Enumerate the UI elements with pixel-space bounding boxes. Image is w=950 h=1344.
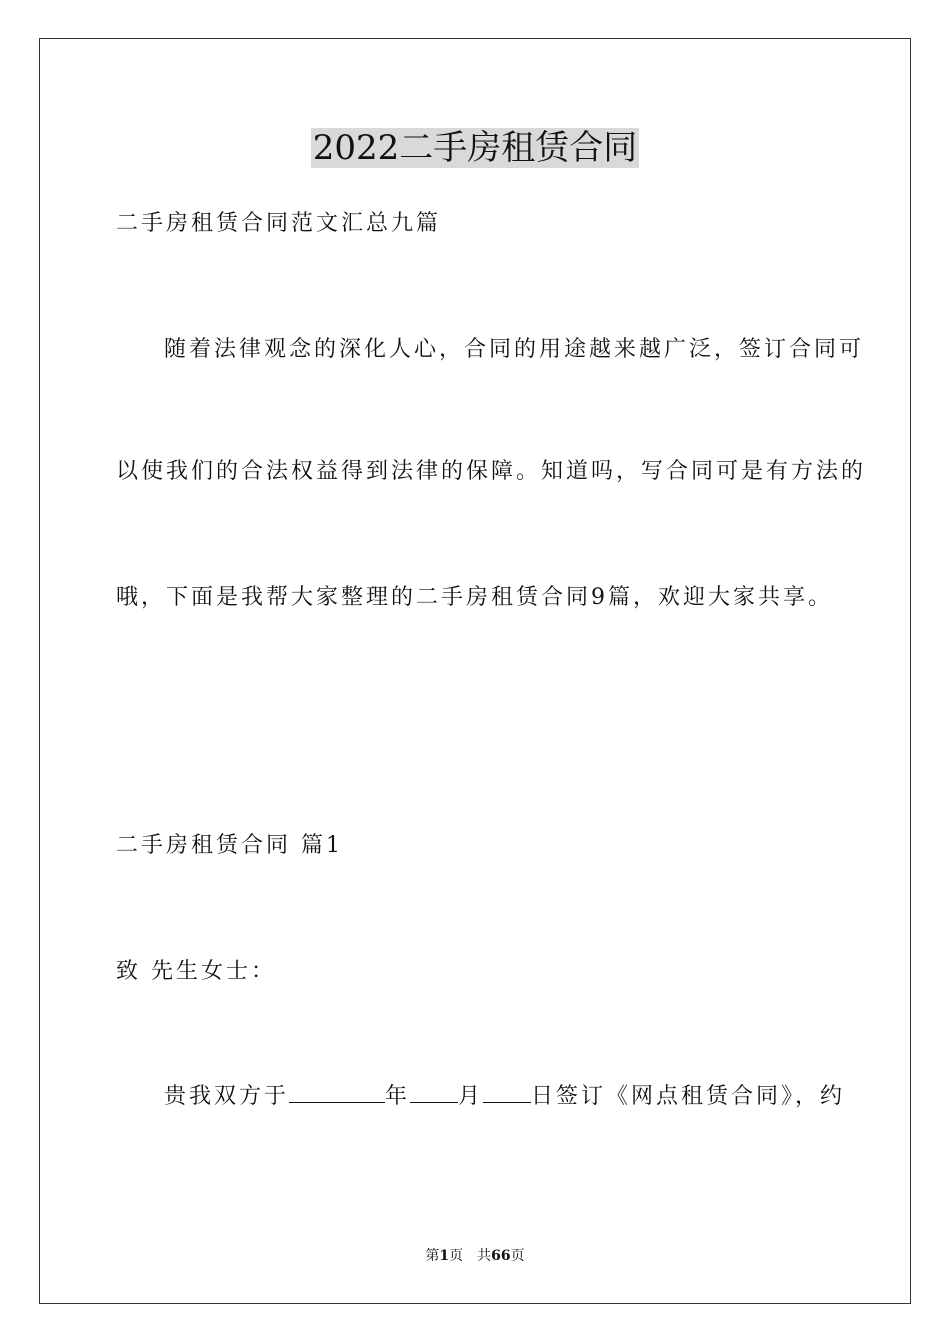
title-text: 2022二手房租赁合同 <box>312 128 638 168</box>
footer-current-page: 1 <box>439 1248 450 1264</box>
month-blank <box>410 1080 458 1103</box>
footer-mid: 页 共 <box>449 1248 492 1264</box>
body-prefix: 贵我双方于 <box>164 1084 290 1109</box>
day-blank <box>483 1080 531 1103</box>
footer-post: 页 <box>510 1248 525 1264</box>
page-footer <box>0 1246 950 1266</box>
salutation: 致 先生女士： <box>116 959 276 984</box>
year-blank <box>289 1080 385 1103</box>
contract-body-line <box>164 1080 845 1113</box>
intro-line-3: 哦，下面是我帮大家整理的二手房租赁合同9篇，欢迎大家共享。 <box>116 585 833 610</box>
year-label: 年 <box>385 1084 411 1109</box>
footer-pre: 第 <box>425 1248 440 1264</box>
month-label: 月 <box>458 1084 484 1109</box>
footer-total-pages: 66 <box>491 1248 511 1264</box>
document-title <box>0 122 950 174</box>
intro-line-1: 随着法律观念的深化人心，合同的用途越来越广泛，签订合同可 <box>164 337 865 362</box>
section-heading: 二手房租赁合同 篇1 <box>116 833 343 858</box>
document-subtitle: 二手房租赁合同范文汇总九篇 <box>116 211 442 236</box>
intro-line-2: 以使我们的合法权益得到法律的保障。知道吗，写合同可是有方法的 <box>116 459 867 484</box>
day-suffix: 日签订《网点租赁合同》，约 <box>531 1084 846 1109</box>
